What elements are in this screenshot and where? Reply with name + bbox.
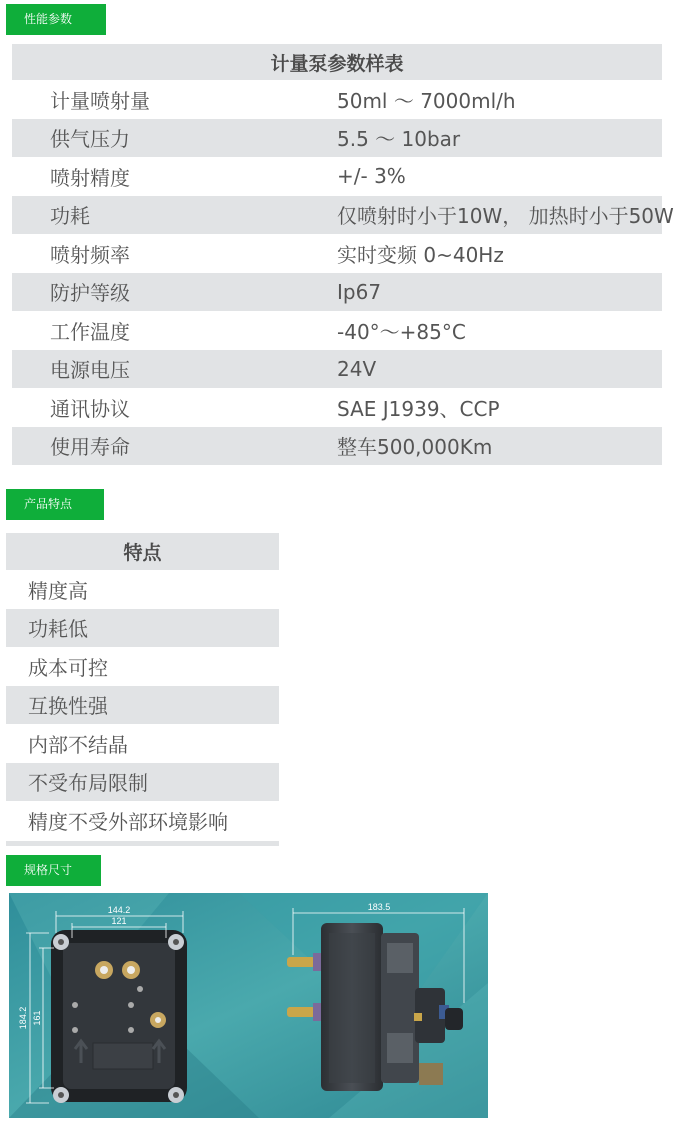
feature-table-bottom-edge bbox=[6, 841, 279, 846]
param-table-title: 计量泵参数样表 bbox=[12, 44, 662, 80]
table-row bbox=[12, 273, 662, 312]
param-value: 50ml ～ 7000ml/h bbox=[337, 88, 516, 113]
table-row bbox=[12, 234, 662, 273]
dim-front-width-outer: 144.2 bbox=[107, 905, 131, 915]
feature-item: 互换性强 bbox=[6, 686, 279, 725]
dim-front-width-inner: 121 bbox=[111, 916, 127, 926]
table-row bbox=[12, 388, 662, 427]
table-row bbox=[12, 350, 662, 389]
table-row bbox=[12, 157, 662, 196]
param-value: -40°～+85°C bbox=[337, 319, 466, 344]
param-value: Ip67 bbox=[337, 273, 662, 312]
table-row bbox=[12, 311, 662, 350]
param-value: 整车500,000Km bbox=[337, 427, 662, 466]
param-key: 喷射精度 bbox=[50, 165, 130, 190]
dim-front-height-outer: 184.2 bbox=[18, 1006, 28, 1030]
list-item bbox=[6, 570, 279, 609]
list-item bbox=[6, 647, 279, 686]
param-key: 电源电压 bbox=[12, 350, 337, 389]
feature-item: 不受布局限制 bbox=[6, 763, 279, 802]
param-key: 喷射频率 bbox=[50, 242, 130, 267]
param-value: +/- 3% bbox=[337, 164, 406, 189]
feature-item: 精度不受外部环境影响 bbox=[28, 809, 228, 834]
feature-item: 内部不结晶 bbox=[28, 732, 128, 757]
param-key: 计量喷射量 bbox=[50, 88, 150, 113]
param-value: 仅喷射时小于10W， 加热时小于50W bbox=[337, 196, 662, 235]
feature-item: 功耗低 bbox=[6, 609, 279, 648]
feature-item: 成本可控 bbox=[28, 655, 108, 680]
param-value: 实时变频 0~40Hz bbox=[337, 242, 504, 267]
list-item bbox=[6, 724, 279, 763]
param-key: 通讯协议 bbox=[50, 396, 130, 421]
dimension-figure bbox=[9, 893, 488, 1118]
section-tag-dimensions: 规格尺寸 bbox=[6, 855, 101, 886]
list-item bbox=[6, 609, 279, 648]
feature-item: 精度高 bbox=[28, 578, 88, 603]
table-row bbox=[12, 196, 662, 235]
table-row bbox=[12, 427, 662, 466]
feature-table-title: 特点 bbox=[6, 533, 279, 570]
list-item bbox=[6, 763, 279, 802]
section-tag-performance: 性能参数 bbox=[6, 4, 106, 35]
pump-front-view bbox=[51, 930, 187, 1103]
dim-front-height-inner: 161 bbox=[32, 1010, 42, 1026]
param-key: 功耗 bbox=[12, 196, 337, 235]
param-value: 5.5 ～ 10bar bbox=[337, 119, 662, 158]
param-key: 防护等级 bbox=[12, 273, 337, 312]
table-row bbox=[12, 119, 662, 158]
feature-table bbox=[6, 533, 279, 840]
param-key: 供气压力 bbox=[12, 119, 337, 158]
table-row bbox=[12, 80, 662, 119]
param-value: 24V bbox=[337, 350, 662, 389]
param-value: SAE J1939、CCP bbox=[337, 396, 500, 421]
dim-side-width: 183.5 bbox=[367, 902, 391, 912]
section-tag-features: 产品特点 bbox=[6, 489, 104, 520]
param-key: 使用寿命 bbox=[12, 427, 337, 466]
list-item bbox=[6, 801, 279, 840]
list-item bbox=[6, 686, 279, 725]
param-key: 工作温度 bbox=[50, 319, 130, 344]
param-table bbox=[12, 44, 674, 465]
